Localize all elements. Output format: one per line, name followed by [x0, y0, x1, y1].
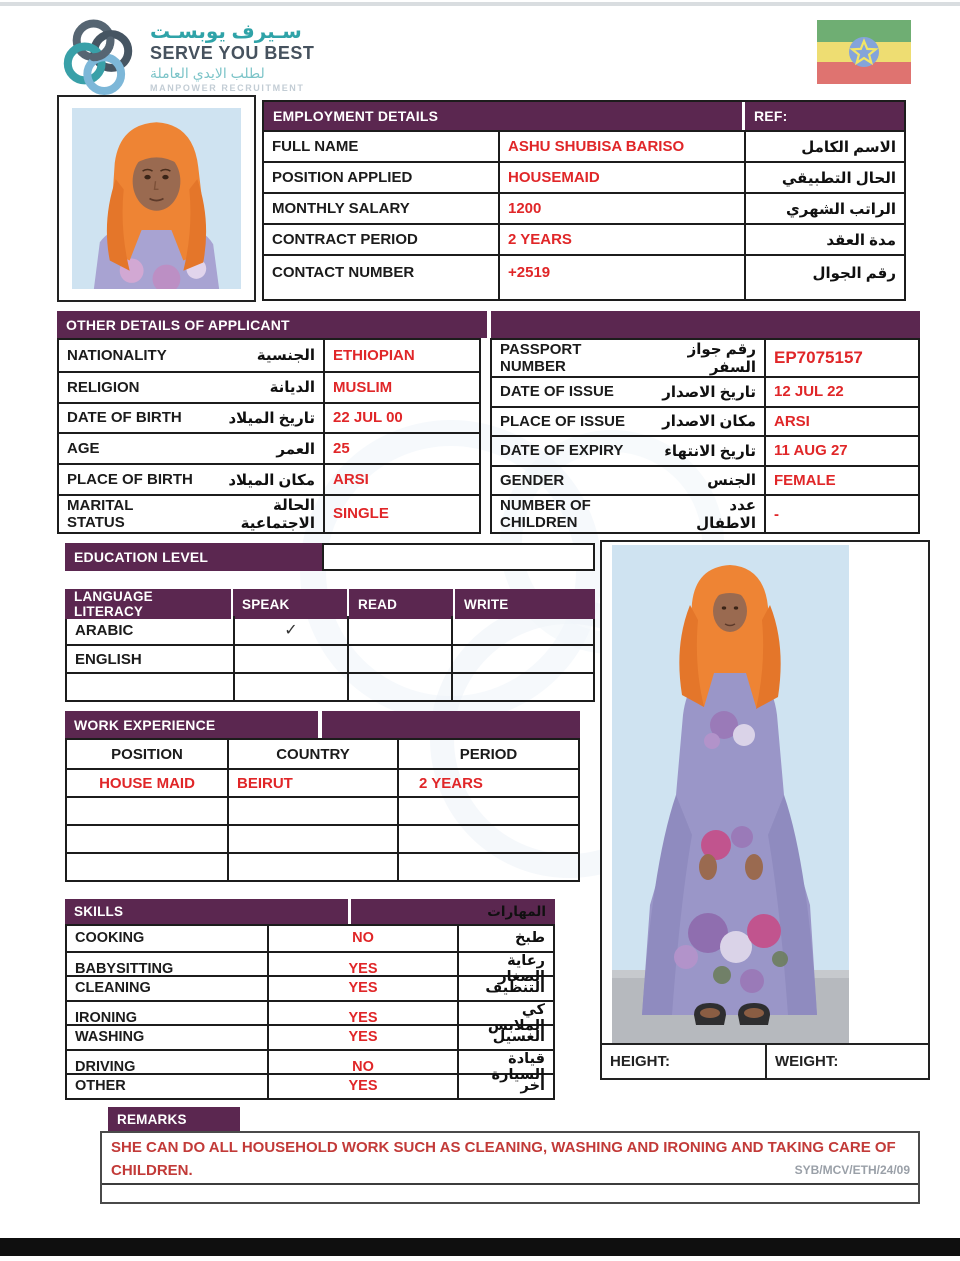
table-row: [492, 465, 918, 495]
ref-label: REF:: [745, 102, 904, 130]
table-row: [264, 161, 904, 192]
field-label: NATIONALITY: [67, 346, 167, 364]
work-experience-header: [65, 711, 580, 738]
skill-label-arabic: رعاية الصغار: [457, 953, 553, 985]
applicant-fullbody-photo-panel: [600, 540, 930, 1080]
field-label: GENDER: [500, 471, 565, 489]
field-value: SINGLE: [323, 496, 479, 532]
field-label: FULL NAME: [272, 138, 359, 155]
field-label-arabic: مكان الميلاد: [228, 471, 315, 489]
field-value: 1200: [498, 194, 744, 223]
field-label-arabic: تاريخ الانتهاء: [664, 442, 756, 460]
field-label: MONTHLY SALARY: [272, 200, 410, 217]
table-row: [67, 672, 593, 700]
skill-label: CLEANING: [75, 980, 151, 997]
field-value: ASHU SHUBISA BARISO: [498, 132, 744, 161]
position-cell: HOUSE MAID: [99, 774, 195, 792]
period-cell: [397, 854, 578, 880]
field-label-arabic: مدة العقد: [744, 225, 904, 254]
skill-label: OTHER: [75, 1078, 126, 1095]
field-value: ETHIOPIAN: [323, 340, 479, 371]
read-cell: [347, 646, 451, 672]
table-row: [264, 223, 904, 254]
country-cell: BEIRUT: [227, 770, 397, 796]
other-details-title: OTHER DETAILS OF APPLICANT: [57, 311, 487, 338]
table-header-row: [67, 740, 578, 768]
skill-label-arabic: الغسيل: [457, 1026, 553, 1049]
table-row: [67, 926, 553, 951]
brand-text-block: [150, 22, 314, 95]
skill-value: YES: [267, 1075, 457, 1098]
field-value: 12 JUL 22: [764, 378, 918, 406]
other-details-right-table: [490, 338, 920, 534]
col-read: READ: [349, 589, 453, 619]
table-row: [67, 1073, 553, 1098]
skills-table: [65, 924, 555, 1100]
table-row: [264, 192, 904, 223]
table-row: [59, 340, 479, 371]
skill-value: YES: [267, 977, 457, 1000]
table-row: [59, 494, 479, 532]
table-row: [67, 644, 593, 672]
field-label: RELIGION: [67, 378, 140, 396]
table-row: [67, 1000, 553, 1034]
skill-label: COOKING: [75, 930, 145, 947]
table-row: [492, 435, 918, 465]
field-label: DATE OF ISSUE: [500, 383, 614, 401]
position-cell: [67, 826, 227, 852]
remarks-text: SHE CAN DO ALL HOUSEHOLD WORK SUCH AS CLEANING, WASHING AND IRONING AND TAKING CARE OF CHILDREN.: [102, 1133, 918, 1185]
table-row: [67, 796, 578, 824]
period-cell: [397, 826, 578, 852]
speak-cell: [233, 674, 347, 700]
field-label-arabic: الحال التطبيقي: [744, 163, 904, 192]
field-label-arabic: الراتب الشهري: [744, 194, 904, 223]
field-value: ARSI: [764, 408, 918, 436]
field-label: DATE OF EXPIRY: [500, 442, 624, 460]
field-value: -: [764, 496, 918, 532]
col-speak: SPEAK: [233, 589, 347, 619]
read-cell: [347, 616, 451, 644]
position-cell: [67, 854, 227, 880]
other-details-header-right: [491, 311, 920, 338]
language-literacy-table: [65, 589, 595, 702]
write-cell: [451, 674, 593, 700]
other-details-section: [57, 311, 920, 534]
field-label: AGE: [67, 440, 100, 458]
employment-details-header: [264, 102, 904, 130]
table-row: [264, 254, 904, 299]
country-cell: [227, 826, 397, 852]
other-details-header: [57, 311, 920, 338]
field-label-arabic: الجنسية: [256, 347, 315, 365]
height-weight-row: [602, 1043, 928, 1078]
period-cell: [397, 798, 578, 824]
other-details-left-table: [57, 338, 481, 534]
field-value: 11 AUG 27: [764, 437, 918, 465]
work-experience-title: WORK EXPERIENCE: [65, 711, 318, 738]
skill-label: IRONING: [75, 1009, 138, 1026]
field-value: 25: [323, 434, 479, 463]
skill-value: YES: [267, 1002, 457, 1034]
document-code: SYB/MCV/ETH/24/09: [794, 1163, 910, 1177]
skill-value: YES: [267, 953, 457, 985]
table-row: [67, 1024, 553, 1049]
period-cell: 2 YEARS: [397, 770, 578, 796]
skill-label: DRIVING: [75, 1058, 136, 1075]
employment-details-table: [262, 100, 906, 301]
skills-section: [65, 899, 555, 1100]
skill-value: NO: [267, 926, 457, 951]
speak-cell: [233, 646, 347, 672]
brand-english-name: SERVE YOU BEST: [150, 43, 315, 63]
field-value: HOUSEMAID: [498, 163, 744, 192]
skills-title: SKILLS: [65, 899, 348, 924]
employment-rows: [264, 130, 904, 299]
remarks-box: [100, 1131, 920, 1204]
education-level-value: [322, 543, 595, 571]
language-name: ENGLISH: [75, 650, 142, 668]
table-row: [67, 616, 593, 644]
skill-value: NO: [267, 1051, 457, 1083]
language-literacy-header: [65, 589, 595, 619]
field-value: EP7075157: [764, 340, 918, 376]
field-label: CONTRACT PERIOD: [272, 231, 418, 248]
skill-label-arabic: التنظيف: [457, 977, 553, 1000]
write-cell: [451, 646, 593, 672]
skills-header: [65, 899, 555, 924]
field-label: DATE OF BIRTH: [67, 409, 182, 427]
table-row: [59, 432, 479, 463]
language-literacy-rows: [65, 616, 595, 702]
field-label: PASSPORT NUMBER: [500, 341, 582, 375]
employment-details-title: EMPLOYMENT DETAILS: [264, 102, 742, 130]
country-cell: [227, 798, 397, 824]
table-row: [67, 975, 553, 1000]
skill-label: BABYSITTING: [75, 960, 174, 977]
table-row: [67, 951, 553, 985]
brand-english-tagline: MANPOWER RECRUITMENT: [150, 83, 305, 94]
col-write: WRITE: [455, 589, 595, 619]
field-label-arabic: تاريخ الاصدار: [662, 383, 756, 401]
field-value: MUSLIM: [323, 373, 479, 402]
table-row: [492, 376, 918, 406]
skills-title-arabic: المهارات: [351, 899, 555, 924]
field-label-arabic: الاسم الكامل: [744, 132, 904, 161]
table-row: [264, 130, 904, 161]
table-row: [492, 406, 918, 436]
table-row: [492, 340, 918, 376]
field-value: 22 JUL 00: [323, 404, 479, 433]
field-label-arabic: رقم جواز السفر: [687, 341, 756, 376]
col-position: POSITION: [111, 745, 183, 763]
work-experience-section: [65, 711, 580, 882]
table-row: [59, 402, 479, 433]
field-value: ARSI: [323, 465, 479, 494]
applicant-headshot-photo: [57, 95, 256, 302]
col-language-literacy: LANGUAGE LITERACY: [65, 589, 231, 619]
skill-label-arabic: قيادة السيارة: [457, 1051, 553, 1083]
field-label-arabic: رقم الجوال: [744, 256, 904, 299]
education-level-title: EDUCATION LEVEL: [65, 543, 322, 571]
col-country: COUNTRY: [227, 740, 397, 768]
field-label-arabic: العمر: [276, 440, 315, 458]
field-label-arabic: مكان الاصدار: [662, 413, 756, 431]
field-value: 2 YEARS: [498, 225, 744, 254]
field-label-arabic: عدد الاطفال: [696, 497, 756, 532]
table-row: [67, 768, 578, 796]
language-name: ARABIC: [75, 621, 134, 639]
brand-arabic-tagline: لطلب الايدي العاملة: [150, 64, 265, 81]
remarks-title: REMARKS: [108, 1107, 240, 1131]
language-name: [67, 674, 233, 700]
field-label: PLACE OF BIRTH: [67, 471, 193, 489]
table-row: [67, 852, 578, 880]
field-label-arabic: الديانة: [269, 379, 315, 397]
table-row: [59, 371, 479, 402]
position-cell: [67, 798, 227, 824]
field-label: PLACE OF ISSUE: [500, 412, 626, 430]
skill-label-arabic: اخر: [457, 1075, 553, 1098]
page-bottom-bar: [0, 1238, 960, 1256]
weight-label: WEIGHT:: [765, 1045, 928, 1078]
education-level-section: [65, 543, 595, 571]
field-label: CONTACT NUMBER: [272, 264, 415, 281]
applicant-fullbody-photo: [612, 545, 849, 1043]
field-label: POSITION APPLIED: [272, 169, 413, 186]
ethiopia-flag-icon: [817, 20, 911, 84]
height-label: HEIGHT:: [610, 1053, 670, 1070]
country-cell: [227, 854, 397, 880]
field-label-arabic: الجنس: [707, 472, 756, 490]
field-label: MARITAL STATUS: [67, 496, 134, 531]
work-experience-header-right: [322, 711, 580, 738]
skill-value: YES: [267, 1026, 457, 1049]
table-row: [67, 1049, 553, 1083]
read-cell: [347, 674, 451, 700]
field-value: FEMALE: [764, 467, 918, 495]
field-label-arabic: تاريخ الميلاد: [228, 409, 315, 427]
col-period: PERIOD: [397, 740, 578, 768]
table-row: [492, 494, 918, 532]
write-cell: [451, 616, 593, 644]
speak-checkmark-icon: ✓: [284, 622, 298, 639]
skill-label: WASHING: [75, 1029, 145, 1046]
field-label-arabic: الحالة الاجتماعية: [240, 496, 315, 532]
brand-arabic-name: سـيرف يوبسـت: [150, 21, 302, 43]
page-top-border: [0, 2, 960, 6]
skill-label-arabic: طبخ: [457, 926, 553, 951]
table-row: [59, 463, 479, 494]
skill-label-arabic: كي الملابس: [457, 1002, 553, 1034]
work-experience-table: [65, 738, 580, 882]
field-label: NUMBER OF CHILDREN: [500, 497, 591, 531]
table-row: [67, 824, 578, 852]
field-value: +2519: [498, 256, 744, 299]
